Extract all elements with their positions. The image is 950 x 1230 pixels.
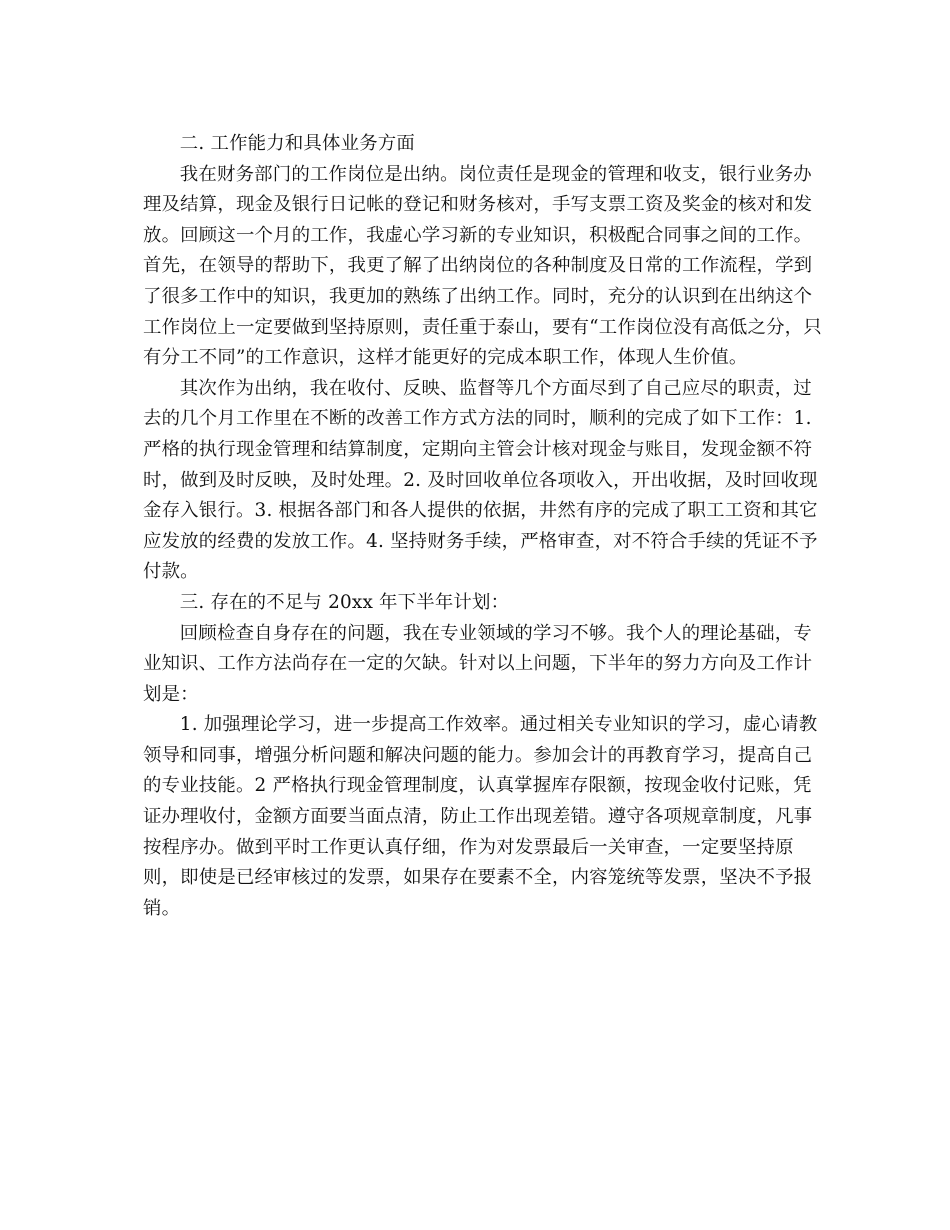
- paragraph-cashier-duties: 我在财务部门的工作岗位是出纳。岗位责任是现金的管理和收支，银行业务办理及结算，现金及银行日记帐的登记和财务核对，手写支票工资及奖金的核对和发放。回顾这一个月的工作，我虚心学习新的专业知识，积极配合同事之间的工作。首先，在领导的帮助下，我更了解了出纳岗位的各种制度及日常的工作流程，学到了很多工作中的知识，我更加的熟练了出纳工作。同时，充分的认识到在出纳这个工作岗位上一定要做到坚持原则，责任重于泰山，要有“工作岗位没有高低之分，只有分工不同”的工作意识，这样才能更好的完成本职工作，体现人生价值。: [143, 163, 822, 369]
- section-heading-work-ability: 二. 工作能力和具体业务方面: [179, 133, 415, 154]
- section-heading-shortcomings-plan: 三. 存在的不足与 20xx 年下半年计划：: [179, 591, 510, 613]
- paragraph-plan-items: 1. 加强理论学习，进一步提高工作效率。通过相关专业知识的学习，虚心请教领导和同事，增强分析问题和解决问题的能力。参加会计的再教育学习，提高自己的专业技能。2 严格执行现金管理制度，认真掌握库存限额，按现金收付记账，凭证办理收付，金额方面要当面点清，防止工作出现差错。遵守各项规章制度，凡事按程序办。做到平时工作更认真仔细，作为对发票最后一关审查，一定要坚持原则，即使是已经审核过的发票，如果存在要素不全，内容笼统等发票，坚决不予报销。: [143, 714, 818, 919]
- paragraph-self-review: 回顾检查自身存在的问题，我在专业领域的学习不够。我个人的理论基础，专业知识、工作方法尚存在一定的欠缺。针对以上问题，下半年的努力方向及工作计划是：: [143, 622, 813, 705]
- paragraph-completed-work: 其次作为出纳，我在收付、反映、监督等几个方面尽到了自己应尽的职责，过去的几个月工作里在不断的改善工作方式方法的同时，顺利的完成了如下工作：1. 严格的执行现金管理和结算制度，定期向主管会计核对现金与账目，发现金额不符时，做到及时反映，及时处理。2. 及时回收单位各项收入，开出收据，及时回收现金存入银行。3. 根据各部门和各人提供的依据，井然有序的完成了职工工资和其它应发放的经费的发放工作。4. 坚持财务手续，严格审查，对不符合手续的凭证不予付款。: [143, 377, 818, 583]
- document-body: [143, 129, 823, 924]
